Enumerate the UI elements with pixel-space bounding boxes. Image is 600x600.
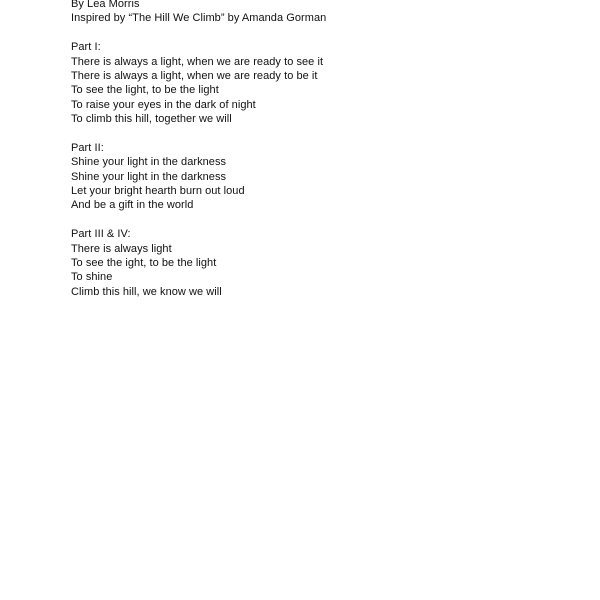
poem-line: There is always light bbox=[71, 242, 172, 255]
blank-line bbox=[71, 127, 571, 141]
poem-line: And be a gift in the world bbox=[71, 199, 194, 212]
poem-line: Climb this hill, we know we will bbox=[71, 285, 222, 298]
poem-line: To see the light, to be the light bbox=[71, 84, 219, 97]
poem-text bbox=[71, 0, 571, 299]
inspiration-line: Inspired by “The Hill We Climb” by Amanda Gorman bbox=[71, 12, 327, 25]
poem-line: Shine your light in the darkness bbox=[71, 170, 227, 183]
poem-line: To raise your eyes in the dark of night bbox=[71, 98, 256, 111]
section-title: Part II: bbox=[71, 141, 104, 154]
poem-line: To shine bbox=[71, 271, 113, 284]
poem-line: To see the ight, to be the light bbox=[71, 257, 217, 270]
poem-line: There is always a light, when we are ready to be it bbox=[71, 69, 318, 82]
poem-line: Shine your light in the darkness bbox=[71, 156, 227, 169]
section-part-1 bbox=[71, 40, 571, 126]
section-title: Part I: bbox=[71, 41, 101, 54]
section-part-2 bbox=[71, 141, 571, 213]
section-part-3-4 bbox=[71, 227, 571, 299]
poem-header bbox=[71, 0, 571, 26]
author-line: By Lea Morris bbox=[71, 0, 140, 10]
section-title: Part III & IV: bbox=[71, 228, 131, 241]
poem-line: To climb this hill, together we will bbox=[71, 113, 232, 126]
blank-line bbox=[71, 26, 571, 40]
poem-line: Let your bright hearth burn out loud bbox=[71, 185, 245, 198]
poem-line: There is always a light, when we are ready to see it bbox=[71, 55, 324, 68]
blank-line bbox=[71, 213, 571, 227]
